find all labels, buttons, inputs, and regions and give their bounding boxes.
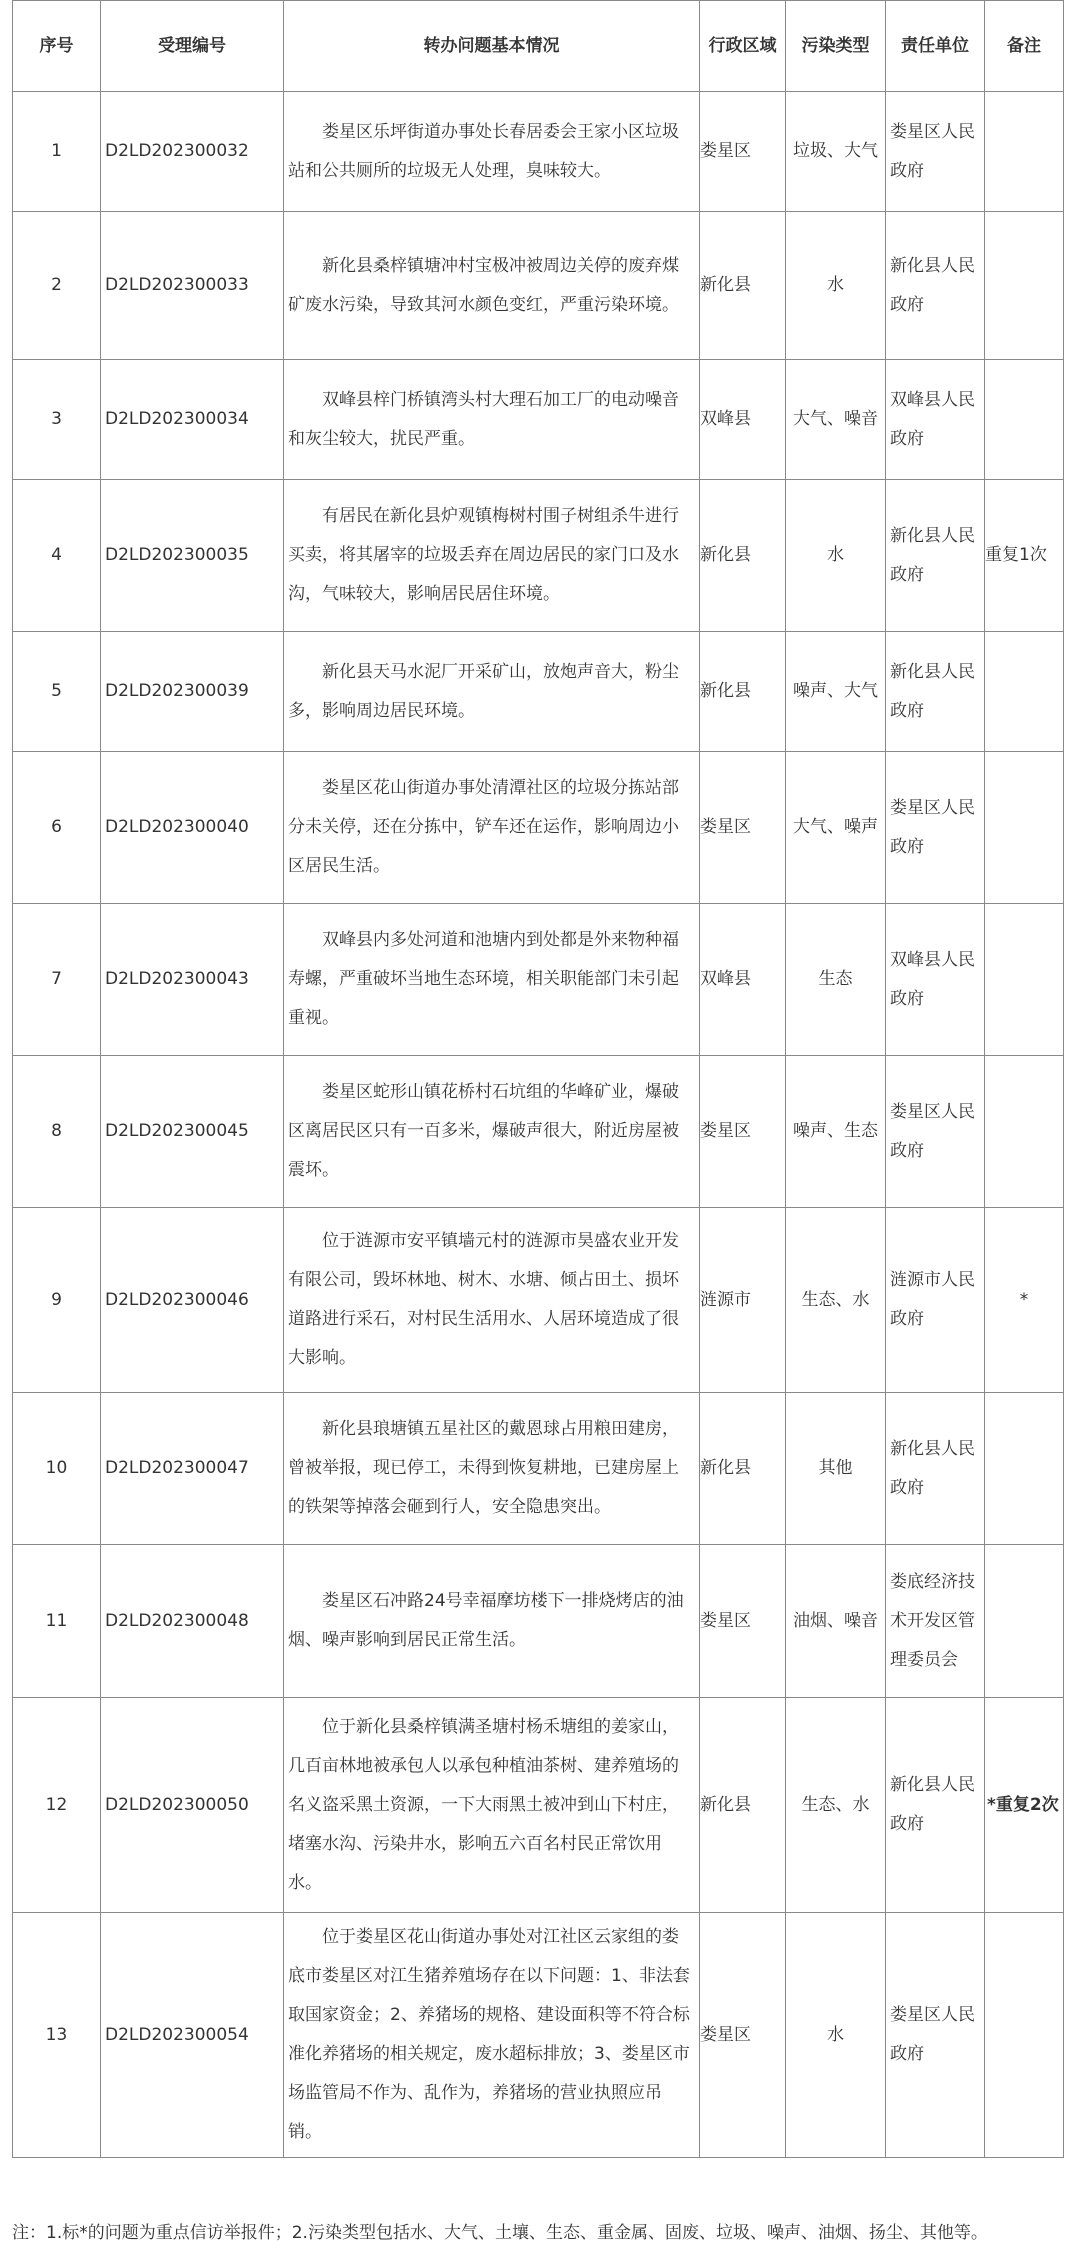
- table-row: [13, 752, 1064, 904]
- desc-text: 有居民在新化县炉观镇梅树村围子树组杀牛进行买卖，将其屠宰的垃圾丢弃在周边居民的家门口及水沟，气味较大，影响居民居住环境。: [288, 506, 679, 604]
- cell-unit: 娄星区人民政府: [886, 92, 985, 212]
- table-row: [13, 212, 1064, 360]
- cell-area: 双峰县: [700, 904, 786, 1056]
- cell-type: 油烟、噪音: [786, 1545, 886, 1698]
- cell-unit: 新化县人民政府: [886, 1393, 985, 1545]
- cell-unit: 涟源市人民政府: [886, 1208, 985, 1393]
- cell-code: D2LD202300033: [101, 212, 284, 360]
- cell-remark: [985, 1913, 1064, 2158]
- cell-code: D2LD202300043: [101, 904, 284, 1056]
- desc-text: 娄星区蛇形山镇花桥村石坑组的华峰矿业，爆破区离居民区只有一百多米，爆破声很大，附近房屋被震坏。: [288, 1082, 679, 1180]
- cell-desc: [284, 752, 700, 904]
- cell-type: 生态、水: [786, 1698, 886, 1913]
- cell-area: 娄星区: [700, 752, 786, 904]
- cell-remark: [985, 360, 1064, 480]
- table-row: [13, 92, 1064, 212]
- cell-type: 水: [786, 212, 886, 360]
- desc-text: 娄星区石冲路24号幸福摩坊楼下一排烧烤店的油烟、噪声影响到居民正常生活。: [288, 1591, 684, 1650]
- cell-code: D2LD202300040: [101, 752, 284, 904]
- cell-remark: [985, 904, 1064, 1056]
- cell-code: D2LD202300048: [101, 1545, 284, 1698]
- cell-unit: 娄星区人民政府: [886, 752, 985, 904]
- cell-no: 10: [13, 1393, 101, 1545]
- cell-area: 娄星区: [700, 1545, 786, 1698]
- cell-unit: 娄底经济技术开发区管理委员会: [886, 1545, 985, 1698]
- cell-desc: [284, 1545, 700, 1698]
- cell-remark: [985, 92, 1064, 212]
- table-row: [13, 480, 1064, 632]
- desc-text: 位于新化县桑梓镇满圣塘村杨禾塘组的姜家山，几百亩林地被承包人以承包种植油茶树、建养殖场的名义盗采黑土资源，一下大雨黑土被冲到山下村庄，堵塞水沟、污染井水，影响五六百名村民正常饮用水。: [288, 1716, 679, 1893]
- cell-area: 娄星区: [700, 1913, 786, 2158]
- cell-type: 垃圾、大气: [786, 92, 886, 212]
- desc-text: 新化县琅塘镇五星社区的戴恩球占用粮田建房，曾被举报，现已停工，未得到恢复耕地，已建房屋上的铁架等掉落会砸到行人，安全隐患突出。: [288, 1419, 679, 1517]
- cell-type: 生态: [786, 904, 886, 1056]
- cell-unit: 双峰县人民政府: [886, 360, 985, 480]
- desc-text: 双峰县内多处河道和池塘内到处都是外来物种福寿螺，严重破坏当地生态环境，相关职能部门未引起重视。: [288, 930, 679, 1028]
- cell-area: 新化县: [700, 1698, 786, 1913]
- table-row: [13, 1056, 1064, 1208]
- cell-type: 水: [786, 480, 886, 632]
- cell-unit: 娄星区人民政府: [886, 1056, 985, 1208]
- cell-unit: 新化县人民政府: [886, 632, 985, 752]
- cell-area: 娄星区: [700, 92, 786, 212]
- desc-text: 新化县桑梓镇塘冲村宝极冲被周边关停的废弃煤矿废水污染，导致其河水颜色变红，严重污染环境。: [288, 255, 679, 315]
- desc-text: 双峰县梓门桥镇湾头村大理石加工厂的电动噪音和灰尘较大，扰民严重。: [288, 389, 679, 449]
- cell-desc: [284, 1208, 700, 1393]
- cell-type: 噪声、大气: [786, 632, 886, 752]
- cell-desc: [284, 1913, 700, 2158]
- cell-area: 涟源市: [700, 1208, 786, 1393]
- cell-area: 新化县: [700, 212, 786, 360]
- cell-remark: [985, 632, 1064, 752]
- cell-desc: [284, 632, 700, 752]
- cell-no: 6: [13, 752, 101, 904]
- cell-no: 9: [13, 1208, 101, 1393]
- cell-code: D2LD202300047: [101, 1393, 284, 1545]
- header-unit: 责任单位: [886, 1, 985, 92]
- cell-type: 水: [786, 1913, 886, 2158]
- header-type: 污染类型: [786, 1, 886, 92]
- cell-no: 1: [13, 92, 101, 212]
- table-row: [13, 360, 1064, 480]
- cell-code: D2LD202300045: [101, 1056, 284, 1208]
- cell-remark: [985, 1545, 1064, 1698]
- header-code: 受理编号: [101, 1, 284, 92]
- cell-no: 7: [13, 904, 101, 1056]
- cell-code: D2LD202300035: [101, 480, 284, 632]
- cell-no: 3: [13, 360, 101, 480]
- cell-desc: [284, 212, 700, 360]
- cell-unit: 新化县人民政府: [886, 1698, 985, 1913]
- table-row: [13, 1698, 1064, 1913]
- header-area: 行政区域: [700, 1, 786, 92]
- desc-text: 娄星区乐坪街道办事处长春居委会王家小区垃圾站和公共厕所的垃圾无人处理，臭味较大。: [288, 121, 679, 181]
- cell-desc: [284, 1056, 700, 1208]
- cell-desc: [284, 92, 700, 212]
- complaint-table: [12, 0, 1064, 2158]
- table-row: [13, 1393, 1064, 1545]
- desc-text: 位于涟源市安平镇墙元村的涟源市昊盛农业开发有限公司，毁坏林地、树木、水塘、倾占田土、损坏道路进行采石，对村民生活用水、人居环境造成了很大影响。: [288, 1231, 679, 1368]
- cell-code: D2LD202300039: [101, 632, 284, 752]
- cell-remark: [985, 1056, 1064, 1208]
- cell-area: 新化县: [700, 1393, 786, 1545]
- cell-type: 噪声、生态: [786, 1056, 886, 1208]
- header-no: 序号: [13, 1, 101, 92]
- header-row: [13, 1, 1064, 92]
- cell-remark: *: [985, 1208, 1064, 1393]
- cell-desc: [284, 480, 700, 632]
- cell-type: 其他: [786, 1393, 886, 1545]
- cell-no: 13: [13, 1913, 101, 2158]
- table-row: [13, 1208, 1064, 1393]
- cell-type: 生态、水: [786, 1208, 886, 1393]
- cell-code: D2LD202300034: [101, 360, 284, 480]
- cell-type: 大气、噪音: [786, 360, 886, 480]
- cell-no: 8: [13, 1056, 101, 1208]
- cell-code: D2LD202300054: [101, 1913, 284, 2158]
- cell-remark: *重复2次: [985, 1698, 1064, 1913]
- cell-remark: 重复1次: [985, 480, 1064, 632]
- cell-code: D2LD202300050: [101, 1698, 284, 1913]
- cell-no: 12: [13, 1698, 101, 1913]
- desc-text: 位于娄星区花山街道办事处对江社区云家组的娄底市娄星区对江生猪养殖场存在以下问题：1、非法套取国家资金；2、养猪场的规格、建设面积等不符合标准化养猪场的相关规定，废水超标排放；3、娄星区市场监管局不作为、乱作为，养猪场的营业执照应吊销。: [288, 1927, 690, 2142]
- cell-remark: [985, 752, 1064, 904]
- header-remark: 备注: [985, 1, 1064, 92]
- cell-code: D2LD202300032: [101, 92, 284, 212]
- cell-no: 11: [13, 1545, 101, 1698]
- cell-remark: [985, 1393, 1064, 1545]
- header-desc: 转办问题基本情况: [284, 1, 700, 92]
- cell-remark: [985, 212, 1064, 360]
- table-row: [13, 904, 1064, 1056]
- table-row: [13, 632, 1064, 752]
- table-row: [13, 1545, 1064, 1698]
- cell-desc: [284, 1393, 700, 1545]
- cell-desc: [284, 360, 700, 480]
- cell-type: 大气、噪声: [786, 752, 886, 904]
- footnote: 注：1.标*的问题为重点信访举报件；2.污染类型包括水、大气、土壤、生态、重金属、固废、垃圾、噪声、油烟、扬尘、其他等。: [12, 2223, 988, 2243]
- cell-unit: 双峰县人民政府: [886, 904, 985, 1056]
- cell-code: D2LD202300046: [101, 1208, 284, 1393]
- cell-area: 娄星区: [700, 1056, 786, 1208]
- cell-area: 新化县: [700, 632, 786, 752]
- cell-unit: 新化县人民政府: [886, 480, 985, 632]
- cell-desc: [284, 904, 700, 1056]
- cell-no: 5: [13, 632, 101, 752]
- cell-no: 4: [13, 480, 101, 632]
- cell-area: 双峰县: [700, 360, 786, 480]
- table-row: [13, 1913, 1064, 2158]
- cell-area: 新化县: [700, 480, 786, 632]
- cell-desc: [284, 1698, 700, 1913]
- desc-text: 娄星区花山街道办事处清潭社区的垃圾分拣站部分未关停，还在分拣中，铲车还在运作，影响周边小区居民生活。: [288, 778, 679, 876]
- cell-unit: 娄星区人民政府: [886, 1913, 985, 2158]
- desc-text: 新化县天马水泥厂开采矿山，放炮声音大，粉尘多，影响周边居民环境。: [288, 661, 679, 721]
- cell-no: 2: [13, 212, 101, 360]
- cell-unit: 新化县人民政府: [886, 212, 985, 360]
